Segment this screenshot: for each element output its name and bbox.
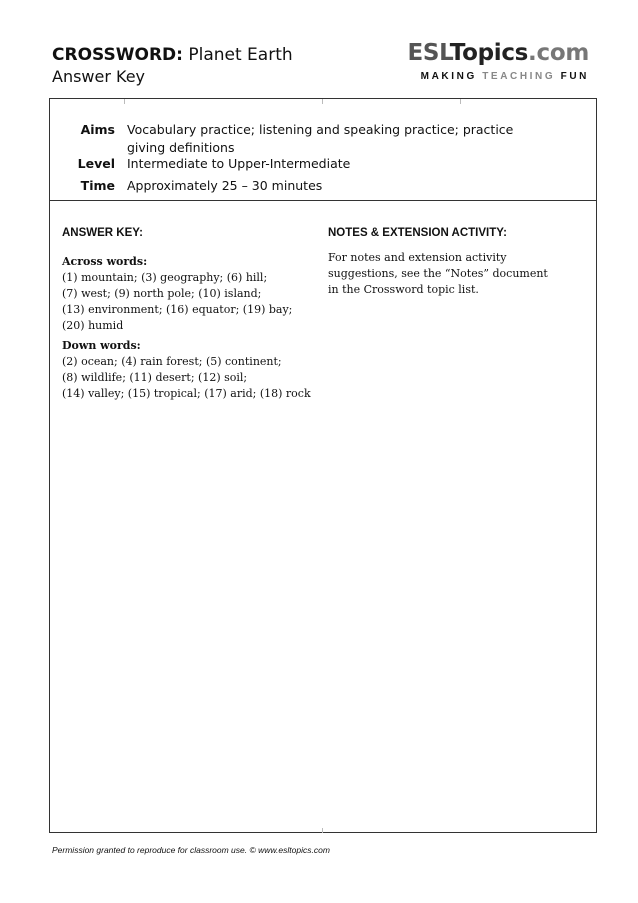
column-tick bbox=[322, 99, 323, 104]
tagline-word-3: FUN bbox=[560, 71, 589, 82]
tagline-word-1: MAKING bbox=[420, 71, 477, 82]
brand-topics: Topics bbox=[449, 40, 529, 66]
meta-value-line: Vocabulary practice; listening and speaking practice; practice bbox=[127, 122, 514, 137]
down-heading: Down words: bbox=[62, 339, 141, 352]
column-tick bbox=[124, 99, 125, 104]
page-title bbox=[52, 44, 293, 66]
column-tick bbox=[460, 99, 461, 104]
brand-name bbox=[408, 38, 590, 68]
title-topic: Planet Earth bbox=[188, 45, 293, 65]
meta-value bbox=[127, 121, 527, 157]
notes-heading: NOTES & EXTENSION ACTIVITY: bbox=[328, 227, 507, 239]
down-section bbox=[62, 338, 322, 402]
notes-body bbox=[328, 250, 578, 298]
page-subtitle: Answer Key bbox=[52, 67, 146, 86]
across-heading: Across words: bbox=[62, 255, 148, 268]
tagline-word-2: TEACHING bbox=[482, 71, 556, 82]
down-line: (14) valley; (15) tropical; (17) arid; (18) rock bbox=[62, 387, 311, 400]
title-label: CROSSWORD: bbox=[52, 45, 183, 65]
section-divider bbox=[49, 200, 597, 201]
notes-line: suggestions, see the “Notes” document bbox=[328, 267, 548, 280]
column-tick bbox=[322, 828, 323, 833]
across-line: (20) humid bbox=[62, 319, 124, 332]
across-section bbox=[62, 254, 322, 334]
meta-value: Approximately 25 – 30 minutes bbox=[127, 178, 323, 193]
meta-label: Aims bbox=[80, 122, 115, 137]
brand-logo bbox=[408, 38, 590, 84]
down-line: (8) wildlife; (11) desert; (12) soil; bbox=[62, 371, 248, 384]
meta-value: Intermediate to Upper-Intermediate bbox=[127, 156, 351, 171]
across-line: (7) west; (9) north pole; (10) island; bbox=[62, 287, 262, 300]
meta-value-line: giving definitions bbox=[127, 140, 235, 155]
notes-line: For notes and extension activity bbox=[328, 251, 507, 264]
notes-line: in the Crossword topic list. bbox=[328, 283, 479, 296]
across-line: (1) mountain; (3) geography; (6) hill; bbox=[62, 271, 268, 284]
content-frame bbox=[49, 98, 597, 833]
meta-label: Time bbox=[80, 178, 115, 193]
brand-esl: ESL bbox=[407, 40, 450, 66]
brand-com: .com bbox=[528, 40, 589, 66]
down-line: (2) ocean; (4) rain forest; (5) continent; bbox=[62, 355, 282, 368]
meta-label: Level bbox=[77, 156, 115, 171]
across-line: (13) environment; (16) equator; (19) bay; bbox=[62, 303, 293, 316]
answer-key-heading: ANSWER KEY: bbox=[62, 227, 143, 239]
footer-permission: Permission granted to reproduce for classroom use. © www.esltopics.com bbox=[52, 845, 330, 855]
brand-tagline bbox=[408, 70, 590, 84]
